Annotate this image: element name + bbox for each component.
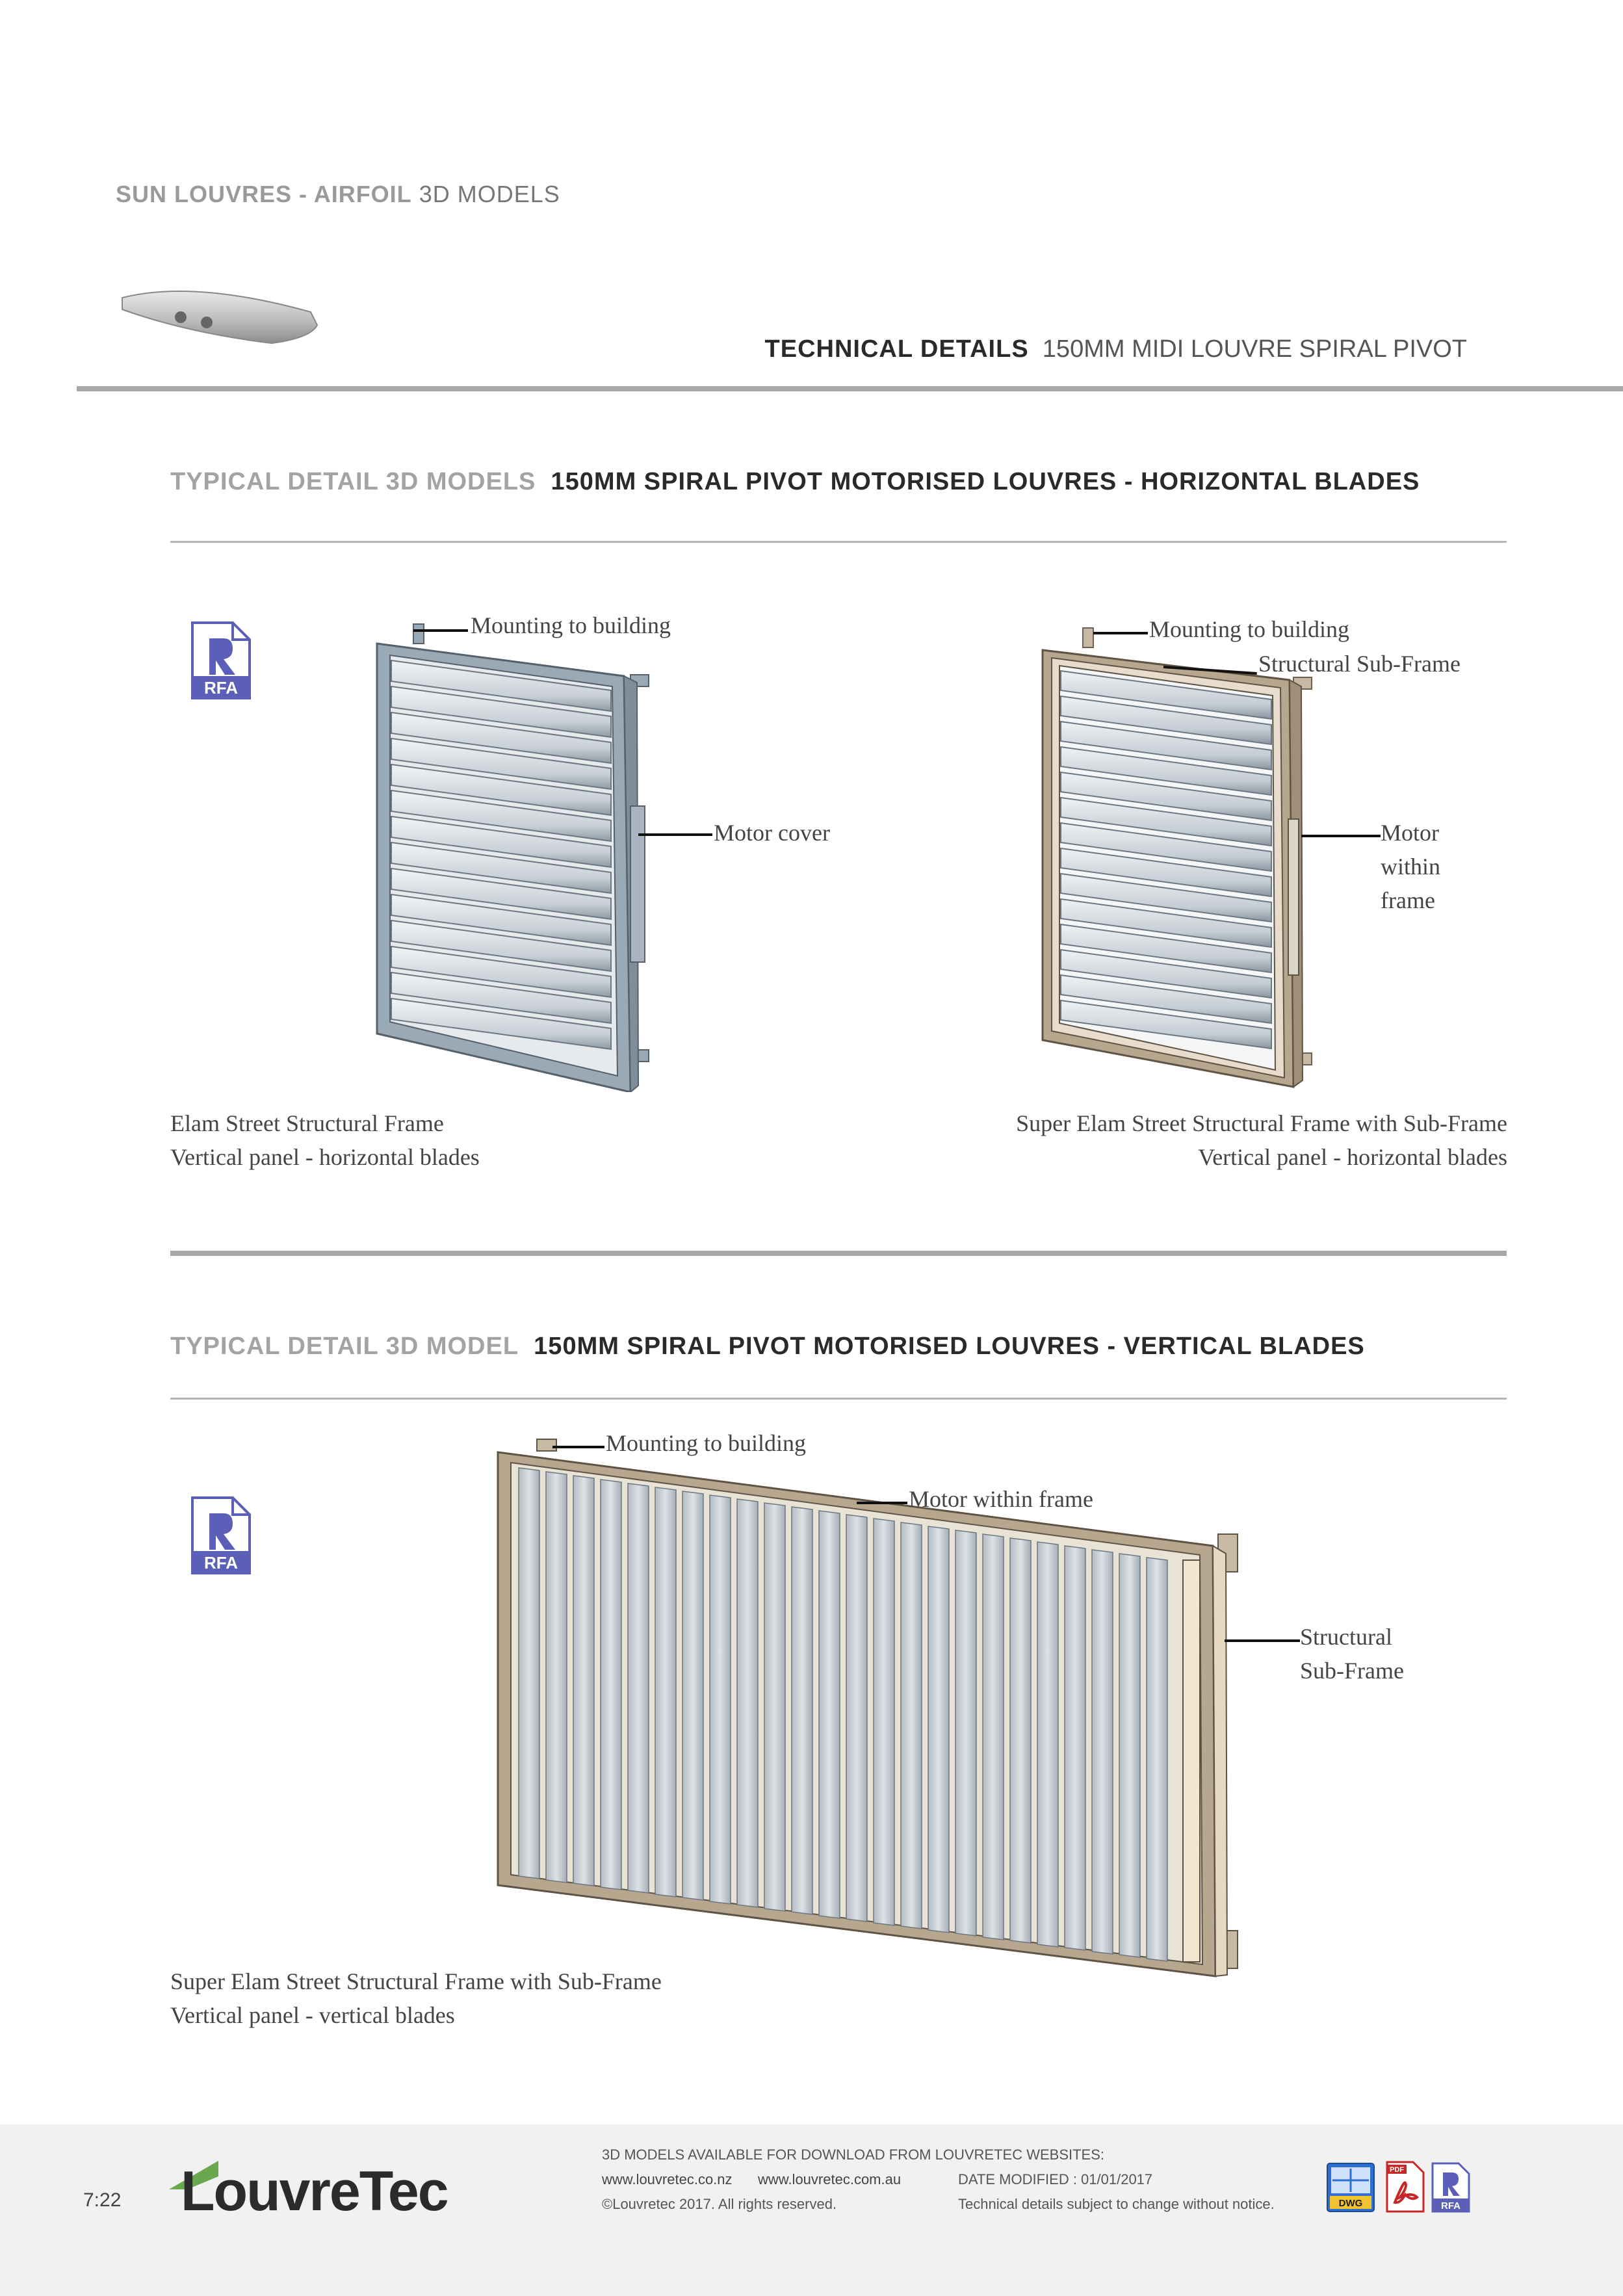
header-title-bold: SUN LOUVRES - AIRFOIL [116,181,412,207]
rfa-footer-label: RFA [1441,2200,1461,2211]
elam-street-frame-model [370,618,669,1092]
section1-title [170,468,1420,496]
callout-motor-within-frame: Motor within frame [909,1486,1093,1512]
callout-mounting-left: Mounting to building [471,612,671,638]
header-divider [77,386,1623,391]
caption-left-line2: Vertical panel - horizontal blades [170,1144,480,1170]
rfa-footer-icon[interactable] [1431,2162,1470,2213]
date-modified: DATE MODIFIED : 01/01/2017 [958,2171,1153,2187]
leader-line [857,1502,907,1504]
airfoil-blade-image [116,273,330,351]
callout-subframe-vertical-1: Structural [1300,1624,1392,1650]
callout-mounting-right: Mounting to building [1149,616,1350,642]
louvretec-logo: LouvreTec [181,2160,448,2223]
section1-title-dark: 150MM SPIRAL PIVOT MOTORISED LOUVRES - HORIZONTAL BLADES [551,468,1420,495]
vertical-blades-frame-model [494,1430,1261,1996]
site-nz-link[interactable]: www.louvretec.co.nz [602,2171,733,2187]
leader-line [413,629,468,632]
caption-vertical-line1: Super Elam Street Structural Frame with Sub-Frame [170,1968,662,1994]
page-number: 7:22 [83,2189,122,2211]
callout-motor-within-3: frame [1381,887,1435,913]
section1-divider [170,541,1507,543]
dwg-file-icon[interactable] [1326,2162,1375,2213]
site-au-link[interactable]: www.louvretec.com.au [758,2171,902,2187]
disclaimer: Technical details subject to change without notice. [958,2196,1275,2212]
caption-left-line1: Elam Street Structural Frame [170,1110,444,1136]
callout-motor-within-2: within [1381,854,1441,880]
rfa-label: RFA [204,1553,238,1572]
section2-title [170,1333,1365,1361]
pdf-label: PDF [1390,2166,1404,2174]
section1-title-grey: TYPICAL DETAIL 3D MODELS [170,468,536,495]
pdf-file-icon[interactable] [1386,2161,1425,2213]
dwg-label: DWG [1338,2198,1363,2209]
callout-mounting-vertical: Mounting to building [606,1430,807,1456]
leader-line [552,1446,604,1448]
leader-line [638,833,712,836]
leader-line [1093,632,1148,634]
rfa-file-icon[interactable] [190,1495,252,1576]
caption-right-line1: Super Elam Street Structural Frame with Sub-Frame [1016,1110,1507,1136]
caption-right-line2: Vertical panel - horizontal blades [1198,1144,1507,1170]
callout-subframe-vertical-2: Sub-Frame [1300,1658,1404,1684]
header-title [116,181,560,208]
technical-details-heading [765,335,1467,363]
header-title-light: 3D MODELS [419,181,560,207]
rfa-label: RFA [204,678,238,698]
section2-divider [170,1398,1507,1400]
section-divider [170,1251,1507,1256]
section2-title-grey: TYPICAL DETAIL 3D MODEL [170,1333,519,1360]
super-elam-street-frame-model [1033,624,1332,1092]
section2-title-dark: 150MM SPIRAL PIVOT MOTORISED LOUVRES - VERTICAL BLADES [534,1333,1365,1360]
callout-motor-cover: Motor cover [714,820,830,846]
tech-light: 150MM MIDI LOUVRE SPIRAL PIVOT [1042,335,1467,363]
callout-motor-within-1: Motor [1381,820,1439,846]
leader-line [1301,835,1381,837]
downloads-note: 3D MODELS AVAILABLE FOR DOWNLOAD FROM LOUVRETEC WEBSITES: [602,2146,1104,2163]
leader-line [1225,1639,1300,1642]
copyright: ©Louvretec 2017. All rights reserved. [602,2196,837,2212]
caption-vertical-line2: Vertical panel - vertical blades [170,2002,455,2028]
callout-subframe-right: Structural Sub-Frame [1258,651,1461,677]
tech-bold: TECHNICAL DETAILS [764,335,1029,363]
rfa-file-icon[interactable] [190,620,252,701]
